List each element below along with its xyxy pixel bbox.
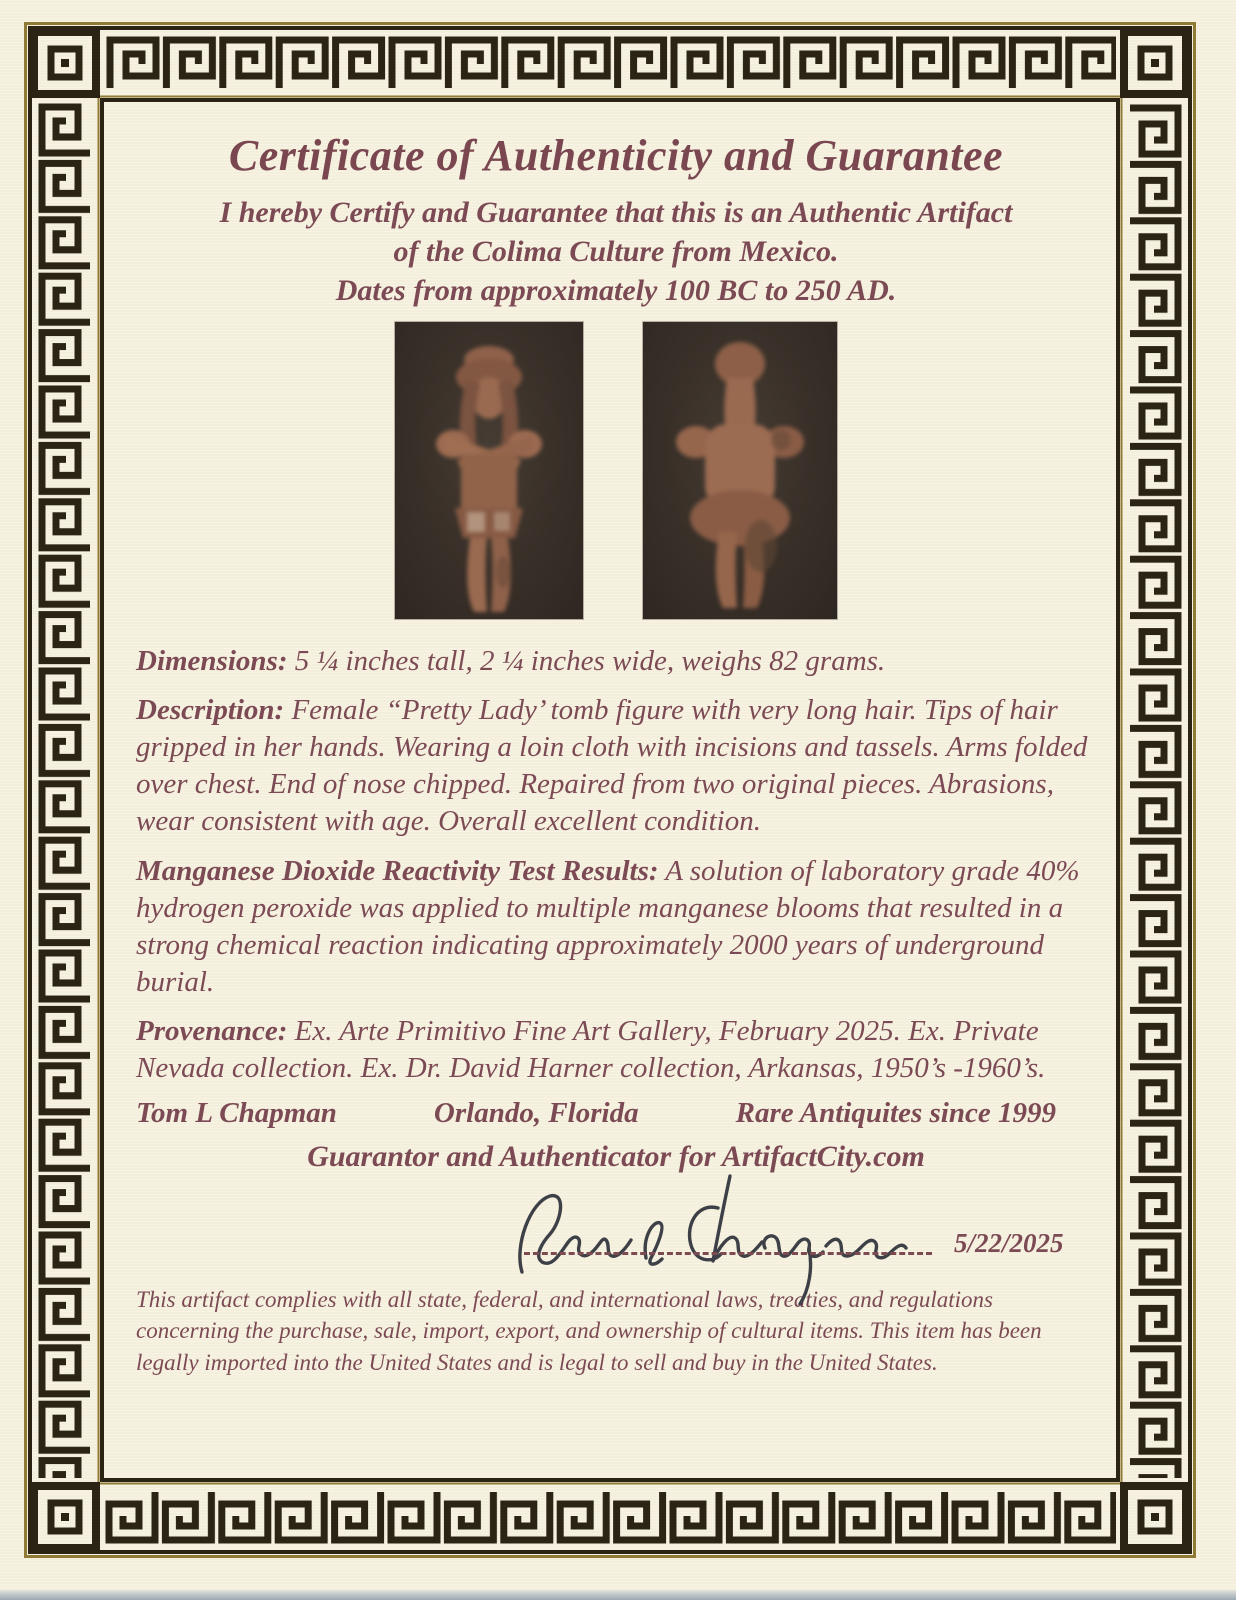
legal-disclaimer: This artifact complies with all state, federal, and international laws, treaties, and regulations concerning the purchase, sale, import, export, and ownership of cultural items. This item has been legally imported into the United States and is legal to sell and buy in the United States.	[136, 1287, 1042, 1375]
dimensions-label: Dimensions:	[136, 645, 288, 677]
scanner-edge-artifact	[0, 1590, 1236, 1600]
artifact-photos	[136, 322, 1096, 619]
provenance-text: Ex. Arte Primitivo Fine Art Gallery, February 2025. Ex. Private Nevada collection. Ex. Dr. David Harner collection, Arkansas, 1950’s -1960’s.	[136, 1014, 1046, 1085]
description-label: Description:	[136, 694, 285, 727]
test-results-label: Manganese Dioxide Reactivity Test Results:	[136, 854, 659, 887]
description-text: Female “Pretty Lady’ tomb figure with very long hair. Tips of hair gripped in her hands. Wearing a loin cloth with incisions and tassels. Arms folded over chest. End of nose chipped. Repaired from two original pieces. Abrasions, wear consistent with age. Overall excellent condition.	[136, 694, 1088, 838]
section-test-results	[136, 853, 1096, 1001]
signer-location: Orlando, Florida	[433, 1097, 639, 1130]
handwritten-signature	[506, 1162, 946, 1312]
test-results-text: A solution of laboratory grade 40% hydrogen peroxide was applied to multiple manganese blooms that resulted in a strong chemical reaction indicating approximately 2000 years of underground burial.	[136, 854, 1080, 998]
signature-date: 5/22/2025	[954, 1228, 1064, 1259]
certificate-content	[102, 100, 1118, 1480]
section-provenance	[136, 1013, 1096, 1087]
corner-motif-bottom-right	[1124, 1486, 1186, 1548]
section-dimensions	[136, 643, 1096, 680]
corner-motif-top-left	[34, 32, 96, 94]
section-description	[136, 692, 1096, 840]
certificate-title: Certificate of Authenticity and Guarantee	[228, 131, 1004, 180]
signer-row	[136, 1097, 1096, 1130]
dimensions-text: 5 ¼ inches tall, 2 ¼ inches wide, weighs 82 grams.	[294, 645, 886, 677]
signer-name: Tom L Chapman	[136, 1097, 337, 1130]
corner-motif-top-right	[1124, 32, 1186, 94]
signature-block	[136, 1176, 1096, 1284]
corner-motif-bottom-left	[34, 1486, 96, 1548]
provenance-label: Provenance:	[136, 1014, 288, 1047]
artifact-photo-back	[643, 322, 837, 619]
statement-line-3: Dates from approximately 100 BC to 250 AD.	[335, 274, 897, 307]
statement-line-2: of the Colima Culture from Mexico.	[393, 235, 839, 268]
certificate-statement	[136, 193, 1096, 310]
artifact-photo-front	[395, 322, 583, 619]
signature-line	[524, 1252, 932, 1255]
guarantor-line: Guarantor and Authenticator for ArtifactCity.com	[307, 1140, 925, 1174]
statement-line-1: I hereby Certify and Guarantee that this is an Authentic Artifact	[219, 196, 1013, 229]
signer-tagline: Rare Antiquites since 1999	[735, 1097, 1056, 1130]
